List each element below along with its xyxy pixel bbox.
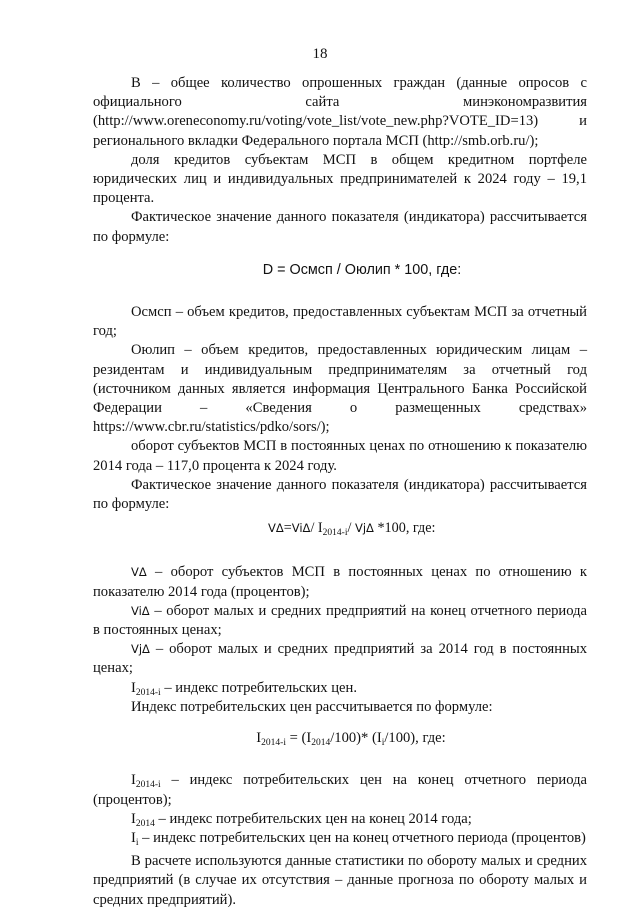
definition-v-delta — [93, 563, 587, 601]
definition-vi-delta-text: – оборот малых и средних предприятий на конец отчетного периода в постоянных ценах; — [93, 602, 587, 639]
formula-v-vj: VjΔ — [354, 521, 374, 536]
definition-vj-delta-text: – оборот малых и средних предприятий за 2014 год в постоянных ценах; — [93, 641, 587, 677]
paragraph-b-definition — [93, 74, 587, 151]
formula-v-lhs: VΔ — [268, 521, 284, 536]
symbol-i-sub: 2014-i — [135, 687, 161, 698]
formula-i-mid2: /100)* (I — [330, 730, 382, 747]
definition-ii-text: – индекс потребительских цен на конец отчетного периода (процентов) — [138, 829, 586, 846]
formula-v-slash: / I — [310, 520, 323, 537]
definition-ii — [93, 829, 587, 848]
definition-i2014i-short — [93, 679, 587, 698]
paragraph-actual-value-2: Фактическое значение данного показателя (индикатора) рассчитывается по формуле: — [93, 476, 587, 513]
symbol-i2014i-sub: 2014-i — [135, 780, 161, 791]
symbol-i2014i: I — [131, 772, 136, 789]
formula-d: D = Осмсп / Оюлип * 100, где: — [262, 261, 462, 278]
formula-v-vi: ViΔ — [291, 521, 311, 536]
formula-i-lhs-sub: 2014-i — [261, 738, 286, 749]
paragraph-credit-share: доля кредитов субъектам МСП в общем кредитном портфеле юридических лиц и индивидуальных предпринимателей к 2024 году – 19,1 процента. — [93, 151, 587, 207]
formula-v-rest: *100, где: — [377, 520, 436, 537]
definition-vj-delta — [93, 640, 587, 678]
definition-i2014-text: – индекс потребительских цен на конец 2014 года; — [154, 810, 472, 827]
formula-v-slash2: / — [347, 520, 352, 537]
symbol-v-delta: VΔ — [131, 565, 147, 580]
definition-osmsp: Осмсп – объем кредитов, предоставленных субъектам МСП за отчетный год; — [93, 304, 587, 340]
definition-vi-delta — [93, 602, 587, 640]
formula-i-mid-sub: 2014 — [311, 738, 331, 749]
formula-i-lhs: I — [256, 730, 262, 747]
symbol-vj-delta: VjΔ — [131, 642, 150, 657]
formula-i-end: /100), где: — [384, 730, 446, 747]
symbol-vi-delta: ViΔ — [131, 603, 150, 618]
symbol-ii-sub: i — [135, 837, 139, 848]
definition-i2014i-text: – индекс потребительских цен на конец отчетного периода (процентов); — [93, 772, 587, 808]
paragraph-turnover: оборот субъектов МСП в постоянных ценах по отношению к показателю 2014 года – 117,0 процента к 2024 году. — [93, 438, 587, 474]
symbol-ii: I — [131, 829, 136, 846]
formula-v-sub: 2014-i — [322, 528, 348, 539]
formula-v-delta — [93, 519, 587, 538]
paragraph-final-note: В расчете используются данные статистики по обороту малых и средних предприятий (в случае их отсутствия – данные прогноза по обороту малых и средних предприятий). — [93, 853, 587, 908]
definition-oyulip: Оюлип – объем кредитов, предоставленных юридическим лицам – резидентам и индивидуальным предпринимателям за отчетный год (источником данных является информация Центрального Банка Российской Федерации – «Сведения о размещенных средствах» https://www.cbr.ru/statistics/pdko/sors/); — [93, 342, 587, 436]
symbol-i2014: I — [131, 810, 136, 827]
symbol-i: I — [131, 679, 136, 696]
paragraph-cpi-formula: Индекс потребительских цен рассчитывается по формуле: — [131, 698, 493, 715]
paragraph-actual-value-1: Фактическое значение данного показателя (индикатора) рассчитывается по формуле: — [93, 209, 587, 245]
definition-v-delta-text: – оборот субъектов МСП в постоянных ценах по отношению к показателю 2014 года (процентов); — [93, 564, 587, 600]
formula-v-eq: = — [283, 520, 292, 537]
formula-i-mid3-sub: i — [381, 738, 385, 749]
page-number: 18 — [312, 46, 328, 62]
formula-cpi — [93, 729, 587, 748]
formula-i-mid1: = (I — [285, 730, 312, 747]
paragraph-b-text: – общее количество опрошенных граждан (данные опросов с официального сайта минэкономразвития (http://www.oreneconomy.ru/voting/vote_list/vote_new.php?VOTE_ID=13) и регионального вкладки Федерального портала МСП (http://smb.orb.ru/); — [93, 75, 587, 149]
definition-i2014 — [93, 810, 587, 829]
definition-i2014i — [93, 771, 587, 809]
page-content — [93, 74, 587, 910]
symbol-b: B — [131, 75, 141, 91]
definition-i2014i-short-text: – индекс потребительских цен. — [160, 679, 357, 696]
symbol-i2014-sub: 2014 — [135, 818, 155, 829]
